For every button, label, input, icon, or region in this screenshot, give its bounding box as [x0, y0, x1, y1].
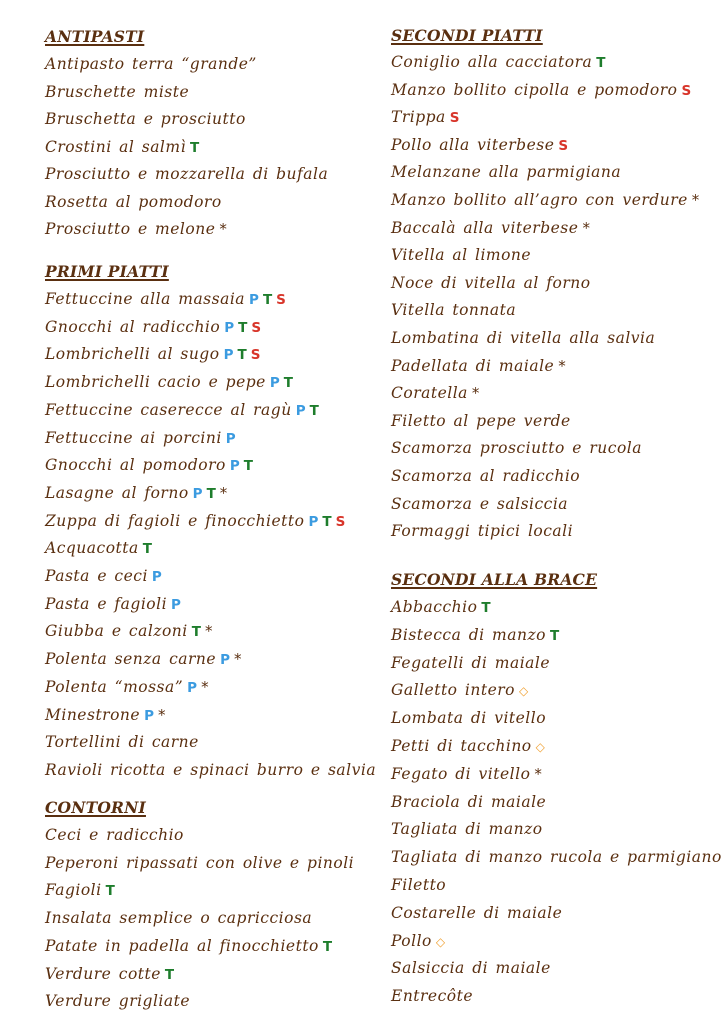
tag-p: P [220, 652, 230, 669]
tag-s: S [335, 513, 346, 530]
menu-item-name: Gnocchi al pomodoro [45, 456, 226, 475]
menu-item-name: Melanzane alla parmigiana [391, 163, 622, 182]
menu-item-name: Vitella tonnata [391, 301, 517, 320]
menu-item [391, 356, 566, 376]
menu-item [45, 825, 184, 845]
asterisk-mark: * [233, 650, 242, 669]
asterisk-mark: * [534, 764, 542, 783]
menu-item [45, 192, 222, 212]
menu-item-name: Zuppa di fagioli e finocchietto [45, 511, 305, 530]
menu-item [45, 732, 199, 752]
menu-item [45, 344, 260, 365]
menu-item [391, 986, 473, 1006]
menu-item-name: Prosciutto e melone [45, 220, 216, 238]
menu-item-name: Petti di tacchino [391, 737, 532, 755]
asterisk-mark: * [691, 191, 700, 209]
tag-p: P [187, 679, 198, 696]
section-title: ANTIPASTI [45, 27, 145, 46]
menu-item-name: Gnocchi al radicchio [45, 317, 221, 336]
menu-item-name: Tortellini di carne [45, 733, 199, 752]
menu-item-name: Lombata di vitello [391, 709, 547, 728]
menu-item [391, 958, 551, 978]
menu-item [391, 764, 542, 784]
menu-item [45, 880, 115, 901]
tag-p: P [144, 707, 154, 724]
menu-item-name: Fettuccine ai porcini [45, 428, 222, 447]
menu-item-name: Bistecca di manzo [391, 625, 546, 644]
section-title: PRIMI PIATTI [45, 262, 169, 281]
tag-p: P [223, 347, 234, 364]
menu-item [391, 521, 573, 541]
menu-item [45, 219, 227, 239]
section-title: SECONDI ALLA BRACE [391, 570, 598, 589]
menu-item-name: Manzo bollito cipolla e pomodoro [391, 80, 678, 99]
menu-item [391, 80, 691, 101]
menu-item-name: Filetto al pepe verde [391, 411, 571, 430]
menu-item-name: Baccalà alla viterbese [391, 218, 579, 237]
menu-item-name: Costarelle di maiale [391, 903, 563, 922]
menu-item [45, 82, 189, 102]
menu-item-name: Giubba e calzoni [45, 622, 188, 641]
tag-p: P [192, 485, 203, 502]
menu-item [391, 708, 546, 728]
menu-item-name: Filetto [391, 876, 447, 894]
menu-item-name: Ravioli ricotta e spinaci burro e salvia [45, 760, 377, 779]
menu-item-name: Scamorza prosciutto e rucola [391, 439, 642, 458]
menu-item-name: Manzo bollito all’agro con verdure [391, 191, 688, 209]
menu-item [45, 705, 165, 726]
menu-item [391, 847, 722, 867]
menu-item [391, 819, 543, 839]
menu-item-name: Entrecôte [391, 987, 474, 1006]
menu-item [391, 438, 642, 458]
menu-item [391, 875, 446, 895]
menu-item [391, 411, 571, 431]
menu-item-name: Peperoni ripassati con olive e pinoli [45, 853, 355, 872]
section-title: SECONDI PIATTI [391, 26, 543, 45]
menu-item [391, 245, 531, 265]
menu-item [391, 135, 568, 156]
menu-item-name: Braciola di maiale [391, 792, 547, 811]
menu-item-name: Fettuccine caserecce al ragù [45, 400, 292, 419]
tag-t: T [243, 458, 253, 475]
tag-s: S [449, 110, 460, 127]
menu-item-name: Pollo [391, 931, 432, 950]
menu-item-name: Pasta e ceci [45, 567, 148, 585]
menu-item [45, 853, 354, 873]
tag-p: P [295, 402, 306, 419]
tag-t: T [191, 624, 201, 641]
menu-item-name: Polenta senza carne [45, 650, 217, 669]
menu-item [391, 680, 528, 701]
menu-item [45, 483, 227, 504]
menu-item-name: Ceci e radicchio [45, 826, 184, 844]
menu-item-name: Polenta “mossa” [45, 677, 184, 696]
asterisk-mark: * [558, 356, 566, 375]
menu-item-name: Verdure cotte [45, 964, 161, 983]
tag-s: S [681, 82, 692, 99]
menu-item [391, 300, 516, 320]
menu-item [45, 54, 257, 74]
menu-item [45, 991, 190, 1011]
tag-t: T [322, 513, 332, 530]
menu-item [45, 372, 293, 393]
menu-item-name: Crostini al salmì [45, 137, 187, 156]
menu-item [391, 736, 545, 757]
menu-item [391, 931, 445, 952]
menu-item [45, 137, 199, 158]
tag-t: T [481, 600, 491, 616]
menu-item [391, 162, 621, 182]
menu-item [45, 649, 241, 670]
menu-item [45, 511, 345, 532]
menu-item [391, 494, 568, 514]
tag-p: P [171, 596, 181, 613]
menu-item-name: Coniglio alla cacciatora [391, 53, 593, 71]
tag-t: T [105, 883, 115, 900]
diamond-icon: ◇ [435, 934, 446, 949]
menu-item [45, 908, 312, 928]
menu-item [391, 190, 699, 210]
menu-item [391, 466, 580, 486]
menu-item-name: Bruschetta e prosciutto [45, 110, 246, 128]
menu-item-name: Tagliata di manzo rucola e parmigiano [391, 848, 722, 867]
asterisk-mark: * [219, 220, 227, 238]
menu-item-name: Scamorza al radicchio [391, 467, 581, 485]
menu-item-name: Patate in padella al finocchietto [45, 936, 319, 955]
menu-item [45, 455, 253, 476]
tag-p: P [249, 292, 259, 308]
tag-t: T [206, 485, 216, 502]
menu-item-name: Formaggi tipici locali [391, 522, 574, 541]
tag-t: T [309, 402, 319, 419]
menu-item-name: Pasta e fagioli [45, 594, 168, 613]
menu-item-name: Fegato di vitello [391, 764, 531, 783]
menu-item [45, 760, 376, 780]
menu-item-name: Rosetta al pomodoro [45, 192, 222, 211]
menu-item [45, 964, 174, 985]
tag-s: S [558, 137, 569, 154]
menu-item-name: Fegatelli di maiale [391, 653, 551, 672]
tag-t: T [142, 541, 152, 558]
menu-item [45, 289, 286, 310]
section-title: CONTORNI [45, 798, 146, 817]
menu-item [391, 625, 559, 646]
tag-t: T [190, 139, 200, 156]
menu-item-name: Acquacotta [45, 539, 139, 558]
menu-item-name: Lasagne al forno [45, 483, 189, 502]
tag-p: P [229, 458, 240, 475]
tag-p: P [151, 569, 162, 585]
menu-item-name: Pollo alla viterbese [391, 135, 555, 154]
menu-item [45, 109, 246, 129]
menu-item [391, 792, 546, 812]
menu-item-name: Verdure grigliate [45, 992, 191, 1011]
menu-item-name: Noce di vitella al forno [391, 273, 591, 292]
menu-item-name: Lombatina di vitella alla salvia [391, 329, 656, 347]
menu-item-name: Fettuccine alla massaia [45, 290, 246, 308]
menu-item [391, 273, 591, 293]
tag-t: T [322, 938, 333, 955]
menu-item [391, 383, 479, 403]
menu-item [391, 903, 562, 923]
asterisk-mark: * [471, 384, 480, 403]
tag-t: T [237, 347, 247, 364]
tag-s: S [250, 347, 261, 364]
tag-t: T [164, 966, 175, 983]
menu-item-name: Vitella al limone [391, 246, 532, 265]
menu-item-name: Lombrichelli al sugo [45, 345, 220, 364]
asterisk-mark: * [157, 705, 166, 724]
menu-item [391, 653, 550, 673]
tag-p: P [225, 430, 236, 447]
asterisk-mark: * [204, 622, 213, 641]
menu-item [391, 597, 491, 618]
menu-item [391, 328, 655, 348]
tag-t: T [549, 627, 560, 644]
menu-item-name: Insalata semplice o capricciosa [45, 909, 313, 928]
tag-p: P [224, 319, 235, 336]
menu-item [45, 936, 332, 957]
menu-item-name: Prosciutto e mozzarella di bufala [45, 165, 329, 183]
asterisk-mark: * [582, 218, 590, 237]
menu-item-name: Coratella [391, 384, 468, 403]
tag-p: P [308, 513, 319, 530]
menu-item [45, 566, 162, 587]
tag-t: T [596, 55, 606, 71]
menu-item-name: Salsiccia di maiale [391, 959, 551, 978]
menu-item [45, 621, 212, 642]
menu-item-name: Galletto intero [391, 681, 516, 700]
diamond-icon: ◇ [519, 684, 529, 699]
menu-item [391, 218, 590, 238]
menu-item-name: Tagliata di manzo [391, 820, 543, 839]
menu-item [45, 317, 261, 338]
tag-t: T [238, 319, 248, 336]
menu-item-name: Antipasto terra “grande” [45, 55, 257, 73]
tag-t: T [283, 375, 293, 392]
tag-p: P [269, 375, 280, 392]
menu-item [45, 164, 328, 184]
menu-item [45, 594, 181, 615]
menu-item-name: Minestrone [45, 705, 141, 724]
menu-item-name: Scamorza e salsiccia [391, 494, 569, 513]
menu-item [45, 428, 236, 449]
tag-t: T [262, 292, 273, 308]
menu-item-name: Abbacchio [391, 598, 478, 616]
menu-item-name: Padellata di maiale [391, 356, 555, 375]
menu-item-name: Bruschette miste [45, 82, 190, 101]
menu-item-name: Lombrichelli cacio e pepe [45, 373, 266, 392]
menu-item-name: Fagioli [45, 881, 102, 900]
menu-item [391, 107, 460, 128]
menu-item [45, 400, 319, 421]
asterisk-mark: * [219, 483, 228, 502]
menu-item [45, 538, 152, 559]
menu-item [45, 677, 209, 698]
diamond-icon: ◇ [535, 740, 545, 754]
tag-s: S [251, 319, 262, 336]
tag-s: S [276, 292, 286, 308]
menu-item [391, 52, 605, 73]
menu-item-name: Trippa [391, 108, 446, 127]
asterisk-mark: * [201, 677, 209, 696]
